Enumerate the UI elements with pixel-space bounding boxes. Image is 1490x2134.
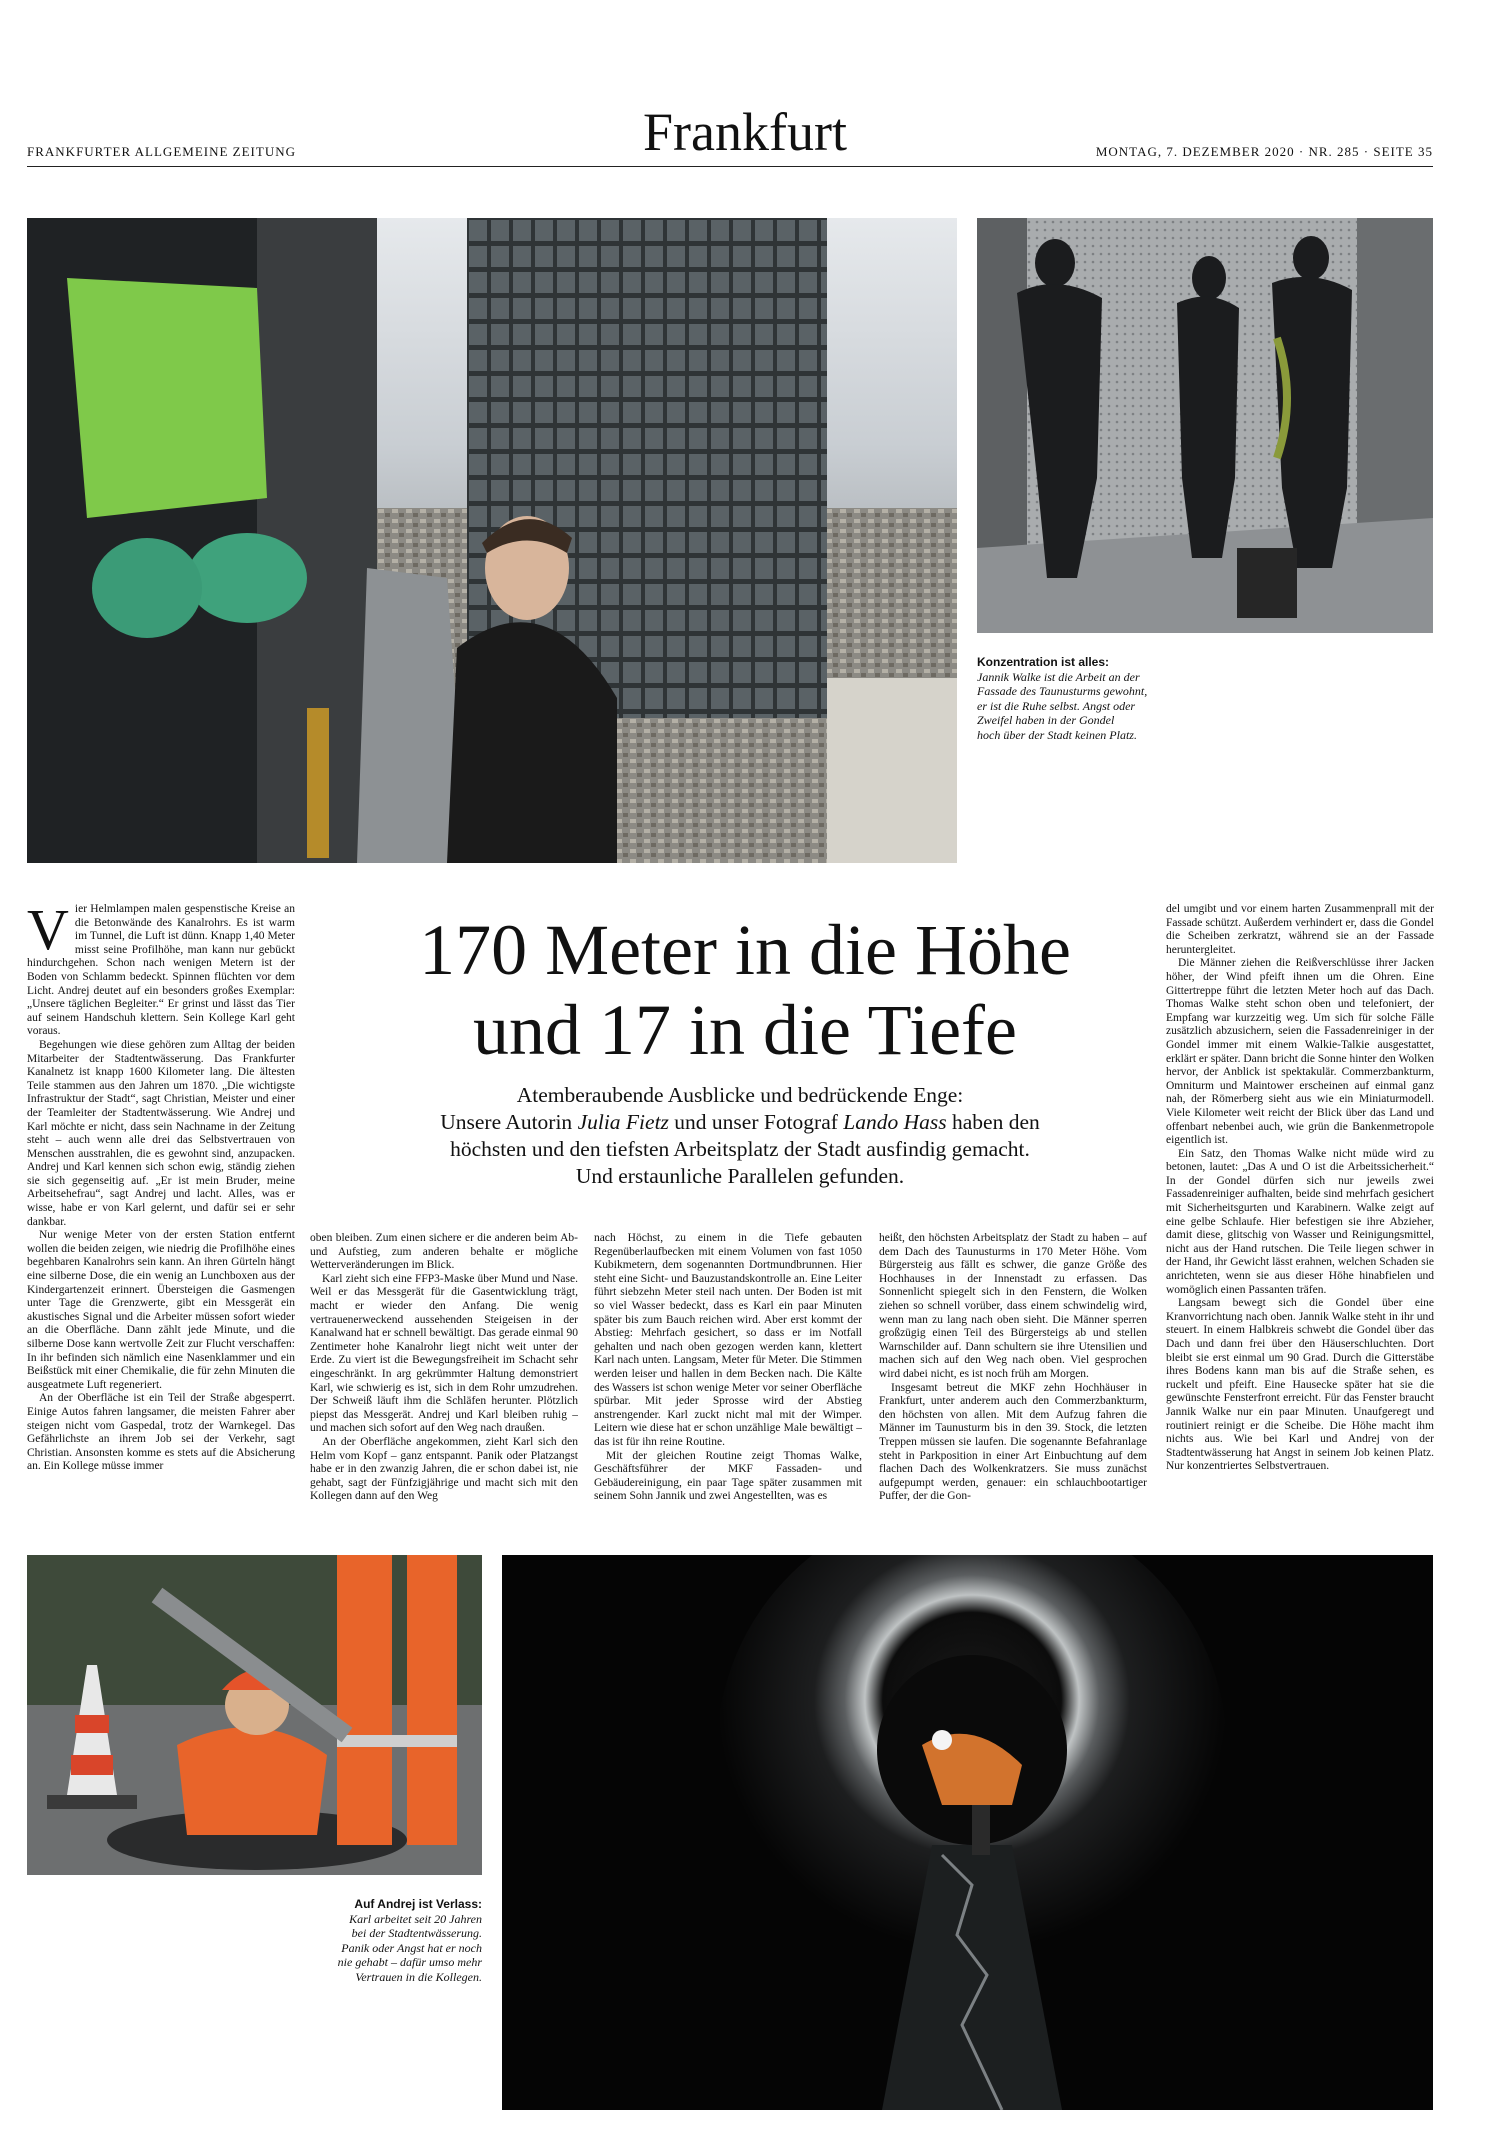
article-column-1 <box>27 903 295 1513</box>
article-column-5 <box>1166 903 1434 1513</box>
article-paragraph: Ein Satz, den Thomas Walke nicht müde wird zu betonen, lautet: „Das A und O ist die Arbeitssicherheit.“ In der Gondel dürfen sich nur jeweils zwei Fassadenreiniger aufhalten, beide sind mehrfach gesichert mit Sicherheitsgurten und Karabinern. Walke zeigt auf eine gelbe Schlaufe. Hier befestigen sie ihre Abzieher, damit diese, glitschig von Wasser und Reinigungsmittel, nicht aus der Hand rutschen. Die Teile liegen schwer in der Hand, ihr Gewicht lässt erahnen, welchen Schaden sie anrichteten, wenn sie aus dieser Höhe hinabfielen und womöglich einen Passanten träfen. <box>1166 1147 1434 1296</box>
caption-line: Jannik Walke ist die Arbeit an der <box>977 669 1140 684</box>
photo-sewer-tunnel <box>502 1555 1433 2110</box>
caption-manhole <box>235 1897 482 1984</box>
photo-elevator-workers <box>977 218 1433 633</box>
caption-line: bei der Stadtentwässerung. <box>351 1926 482 1940</box>
section-title: Frankfurt <box>643 102 847 162</box>
subheadline <box>340 1082 1140 1190</box>
photographer-name: Lando Hass <box>843 1110 947 1134</box>
caption-line: Panik oder Angst hat er noch <box>341 1940 482 1955</box>
article-paragraph: Insgesamt betreut die MKF zehn Hochhäuser in Frankfurt, unter anderem auch den Commerzbankturm, den höchsten von allen. Mit dem Aufzug fahren die Männer im Taunusturm bis in den 39. Stock, die letzten Treppen müssen sie laufen. Die sogenannte Befahranlage steht in Parkposition in einer Art Einbuchtung auf dem flachen Dach des Wolkenkratzers. Sie muss zunächst aufgepumpt werden, genauer: ein schlauchbootartiger Puffer, der die Gon- <box>879 1381 1147 1503</box>
subhead-line: Und erstaunliche Parallelen gefunden. <box>575 1164 905 1188</box>
caption-elevator <box>977 655 1217 742</box>
article-paragraph: Vier Helmlampen malen gespenstische Kreise an die Betonwände des Kanalrohrs. Es ist warm im Tunnel, die Luft ist dünn. Knapp 1,40 Meter misst seine Profilhöhe, man kann nur gebückt hindurchgehen. Schon nach wenigen Metern ist der Boden von Schlamm bedeckt. Spinnen flüchten vor dem Licht. Andrej deutet auf ein besonders großes Exemplar: „Unsere täglichen Begleiter.“ Er grinst und lässt das Tier auf seinem Handschuh klettern. Sein Kollege Karl geht voraus. <box>27 903 295 1038</box>
headline <box>310 910 1180 1070</box>
subhead-line: Atemberaubende Ausblicke und bedrückende Enge: <box>516 1083 964 1107</box>
caption-line: Karl arbeitet seit 20 Jahren <box>349 1911 482 1926</box>
article-paragraph: del umgibt und vor einem harten Zusammenprall mit der Fassade schützt. Außerdem verhindert er, dass die Gondel die Scheiben zerkratzt, während sie an der Fassade heruntergleitet. <box>1166 903 1434 956</box>
article-paragraph: Langsam bewegt sich die Gondel über eine Kranvorrichtung nach oben. Jannik Walke steht in ihr und steuert. In einem Halbkreis schwebt die Gondel über das Dach und dann frei über den Häuserschluchten. Dort bleibt sie erst einmal um 90 Grad. Durch die Gitterstäbe ihres Bodens kann man bis auf die Straße sehen, es ruckelt und pfeift. Eine Hausecke später hat sie die gewünschte Fensterfront erreicht. Für das Fenster braucht Jannik Walke nur ein paar Minuten. Unaufgeregt und routiniert reinigt er die Scheibe. Die Höhe macht ihm nichts aus. Wie bei Karl und Andrej von der Stadtentwässerung hat Angst in seinem Job keinen Platz. Nur konzentriertes Selbstvertrauen. <box>1166 1297 1434 1473</box>
article-paragraph: nach Höchst, zu einem in die Tiefe gebauten Regenüberlaufbecken mit einem Volumen von fast 1050 Kubikmetern, dem sogenannten Dortmundbrunnen. Hier steht eine Sicht- und Bauzustandskontrolle an. Eine Leiter führt siebzehn Meter steil nach unten. Der Boden ist mit so viel Wasser bedeckt, dass es Karl ein paar Minuten später bis zum Bauch reichen wird. Aber erst kommt der Abstieg: Mehrfach gesichert, so dass er im Notfall gehalten und nach oben gezogen werden kann, klettert Karl nach unten. Langsam, Meter für Meter. Die Stimmen werden leiser und hallen in dem Becken nach. Die Kälte des Wassers ist schon wenige Meter vor seiner Oberfläche spürbar. Mit jeder Sprosse wird der Abstieg anstrengender. Karl zuckt nicht mal mit der Wimper. Leitern wie diese hat er schon unzählige Male bewältigt – das ist für ihn reine Routine. <box>594 1232 862 1448</box>
article-paragraph: An der Oberfläche angekommen, zieht Karl sich den Helm vom Kopf – ganz entspannt. Panik oder Platzangst habe er in den zwanzig Jahren, die er schon dabei ist, nie gehabt, sagt der Fünfzigjährige und macht sich mit den Kollegen dann auf den Weg <box>310 1435 578 1503</box>
photo-window-cleaner <box>27 218 957 863</box>
article-paragraph: Nur wenige Meter von der ersten Station entfernt wollen die beiden zeigen, wie niedrig die Profilhöhe eines begehbaren Kanalrohrs sein kann. An ihren Gürteln hängt eine silberne Dose, die ein wenig an Lunchboxen aus der Kindergartenzeit erinnert. Übersteigen die Gasmengen unter Tage die Grenzwerte, gibt ein Messgerät ein akustisches Signal und die Arbeiter müssen sofort wieder an die Oberfläche. Dann zählt jede Minute, und die silberne Dose kann wertvolle Zeit zur Flucht verschaffen: In ihr befinden sich nämlich eine Nasenklammer und ein Beißstück mit einer Chemikalie, die für zehn Minuten die ausgeatmete Luft regeneriert. <box>27 1229 295 1391</box>
caption-line: Fassade des Taunusturms gewohnt, <box>977 684 1148 698</box>
dateline: MONTAG, 7. DEZEMBER 2020 · NR. 285 · SEITE 35 <box>1095 144 1433 159</box>
caption-title: Konzentration ist alles: <box>977 655 1110 669</box>
caption-line: Zweifel haben in der Gondel <box>977 713 1115 727</box>
publication-name: FRANKFURTER ALLGEMEINE ZEITUNG <box>27 144 296 159</box>
article-paragraph: oben bleiben. Zum einen sichere er die anderen beim Ab- und Aufstieg, zum anderen behalte er mögliche Wetterveränderungen im Blick. <box>310 1232 578 1272</box>
subhead-text: haben den <box>952 1110 1040 1134</box>
article-paragraph: Die Männer ziehen die Reißverschlüsse ihrer Jacken höher, der Wind pfeift ihnen um die Ohren. Eine Gittertreppe führt die letzten Meter hoch auf das Dach. Thomas Walke steht schon oben und telefoniert, der Empfang war kurzzeitig weg. Um sich für solche Fälle zusätzlich abzusichern, seien die Fassadenreiniger in der Gondel immer mit einem Walkie-Talkie ausgestattet, erklärt er später. Dann bricht die Sonne hinter den Wolken hervor, der Anblick ist spektakulär. Commerzbankturm, Omniturm und Maintower erscheinen auf einmal ganz nah, der Römerberg sieht aus wie ein Miniaturmodell. Viele Kilometer weit reicht der Blick über das Land und offenbart nebenbei auch, wie grün die Bankenmetropole eigentlich ist. <box>1166 957 1434 1147</box>
subhead-line: höchsten und den tiefsten Arbeitsplatz der Stadt ausfindig gemacht. <box>450 1137 1030 1161</box>
article-paragraph: heißt, den höchsten Arbeitsplatz der Stadt zu haben – auf dem Dach des Taunusturms in 170 Meter Höhe. Vom Bürgersteig aus fällt es schwer, die ganze Größe des Hochhauses in der Innenstadt zu erfassen. Das Sonnenlicht spiegelt sich in den Fenstern, die Wolken ziehen so schnell vorüber, dass einem schwindelig wird, wenn man zu lang nach oben sieht. Die Männer sperren großzügig einen Teil des Bürgersteigs ab und stellen Warnschilder auf. Dann schultern sie ihre Utensilien und machen sich auf den Weg nach oben. Viel gesprochen wird dabei nicht, es ist noch früh am Morgen. <box>879 1232 1147 1380</box>
subhead-text: und unser Fotograf <box>674 1110 838 1134</box>
subhead-text: Unsere Autorin <box>440 1110 573 1134</box>
article-column-4 <box>879 1232 1147 1512</box>
subhead-line <box>340 1109 1140 1136</box>
article-paragraph: Mit der gleichen Routine zeigt Thomas Walke, Geschäftsführer der MKF Fassaden- und Gebäudereinigung, ein paar Tage später zusammen mit seinem Sohn Jannik und zwei Angestellten, was es <box>594 1449 862 1503</box>
article-paragraph: Karl zieht sich eine FFP3-Maske über Mund und Nase. Weil er das Messgerät für die Gasentwicklung trägt, macht er wieder den Anfang. Die wenig vertrauenerweckend aussehenden Steigeisen in der Kanalwand hat er schnell bewältigt. Das gerade einmal 90 Zentimeter hohe Kanalrohr liegt nicht weit unter der Erde. Zu viert ist die Bewegungsfreiheit im Schacht sehr eingeschränkt. In arg gekrümmter Haltung demonstriert Karl, wie schwierig es ist, sich in dem Rohr umzudrehen. Der Schweiß läuft ihm die Schläfen herunter. Plötzlich piepst das Messgerät. Andrej und Karl bleiben ruhig – und machen sich sofort auf den Weg nach draußen. <box>310 1272 578 1435</box>
masthead-rule <box>27 166 1433 167</box>
caption-title: Auf Andrej ist Verlass: <box>354 1897 482 1911</box>
caption-line: hoch über der Stadt keinen Platz. <box>977 727 1137 742</box>
article-column-2 <box>310 1232 578 1512</box>
caption-line: Vertrauen in die Kollegen. <box>355 1969 482 1984</box>
caption-line: er ist die Ruhe selbst. Angst oder <box>977 698 1136 713</box>
caption-line: nie gehabt – dafür umso mehr <box>337 1955 482 1969</box>
headline-line: und 17 in die Tiefe <box>472 990 1017 1070</box>
photo-manhole-worker <box>27 1555 482 1875</box>
headline-line: 170 Meter in die Höhe <box>419 910 1071 990</box>
article-column-3 <box>594 1232 862 1512</box>
article-paragraph: An der Oberfläche ist ein Teil der Straße abgesperrt. Einige Autos fahren langsamer, die meisten Fahrer aber steigen nicht vom Gaspedal, trotz der Warnkegel. Das Gefährlichste an ihrem Job sei der Verkehr, sagt Christian. Ansonsten komme es stets auf die Absicherung an. Ein Kollege müsse immer <box>27 1392 295 1473</box>
drop-cap: V <box>27 903 69 962</box>
author-name: Julia Fietz <box>577 1110 669 1134</box>
article-paragraph: Begehungen wie diese gehören zum Alltag der beiden Mitarbeiter der Stadtentwässerung. Das Frankfurter Kanalnetz ist knapp 1600 Kilometer lang. Die ältesten Teile stammen aus den Jahren um 1870. „Die wichtigste Infrastruktur der Stadt“, sagt Christian, Meister und einer der Teamleiter der Stadtentwässerung. Wie Andrej und Karl möchte er nicht, dass sein Nachname in der Zeitung steht – auch wenn alle drei das Selbstvertrauen von Menschen ausstrahlen, die es gewohnt sind, anzupacken. Andrej und Karl kennen sich schon ewig, ständig ziehen sie sich gegenseitig auf. „Er ist mein Bruder, meine Arbeitsehefrau“, sagt Andrej und lacht. Alles, was er wisse, habe er von Karl gelernt, und dafür sei er sehr dankbar. <box>27 1038 295 1228</box>
